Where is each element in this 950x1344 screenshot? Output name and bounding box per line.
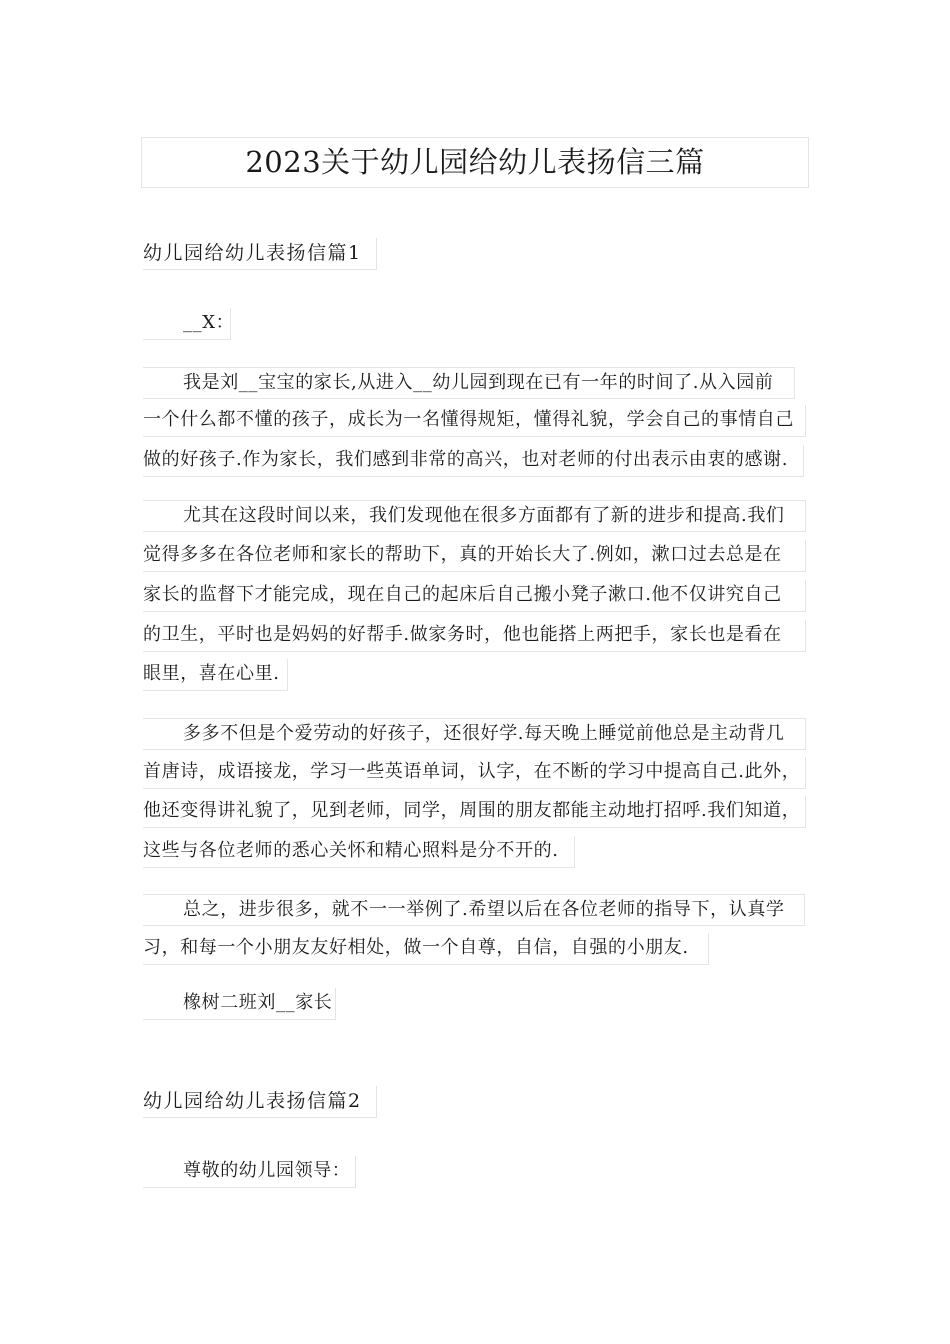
letter1-p2-line5: 眼里，喜在心里. — [143, 659, 288, 691]
letter2-salutation: 尊敬的幼儿园领导： — [143, 1156, 356, 1188]
letter1-signature: 橡树二班刘__家长 — [143, 988, 336, 1020]
letter1-p3-line4: 这些与各位老师的悉心关怀和精心照料是分不开的. — [143, 836, 575, 868]
letter1-heading: 幼儿园给幼儿表扬信篇1 — [143, 238, 377, 270]
letter1-p2-line4: 的卫生，平时也是妈妈的好帮手.做家务时，他也能搭上两把手，家长也是看在 — [143, 620, 806, 652]
letter1-p3-line1: 多多不但是个爱劳动的好孩子，还很好学.每天晚上睡觉前他总是主动背几 — [143, 718, 806, 750]
letter1-p1-line2: 一个什么都不懂的孩子，成长为一名懂得规矩，懂得礼貌，学会自己的事情自己 — [143, 405, 806, 437]
letter1-p2-line1: 尤其在这段时间以来，我们发现他在很多方面都有了新的进步和提高.我们 — [143, 500, 806, 532]
letter1-p1-line1: 我是刘__宝宝的家长,从进入__幼儿园到现在已有一年的时间了.从入园前 — [143, 367, 795, 399]
letter2-heading: 幼儿园给幼儿表扬信篇2 — [143, 1086, 377, 1118]
letter1-p3-line3: 他还变得讲礼貌了，见到老师，同学，周围的朋友都能主动地打招呼.我们知道， — [143, 796, 806, 828]
letter1-p4-line1: 总之，进步很多，就不一一举例了.希望以后在各位老师的指导下，认真学 — [143, 894, 805, 926]
letter1-p2-line3: 家长的监督下才能完成，现在自己的起床后自己搬小凳子漱口.他不仅讲究自己 — [143, 580, 806, 612]
letter1-p3-line2: 首唐诗，成语接龙，学习一些英语单词，认字，在不断的学习中提高自己.此外， — [143, 757, 806, 789]
letter1-p1-line3: 做的好孩子.作为家长，我们感到非常的高兴，也对老师的付出表示由衷的感谢. — [143, 445, 804, 477]
letter1-salutation: __X： — [143, 308, 231, 340]
document-title: 2023关于幼儿园给幼儿表扬信三篇 — [141, 137, 809, 188]
letter1-p2-line2: 觉得多多在各位老师和家长的帮助下，真的开始长大了.例如，漱口过去总是在 — [143, 540, 806, 572]
letter1-p4-line2: 习，和每一个小朋友友好相处，做一个自尊，自信，自强的小朋友. — [143, 933, 709, 965]
